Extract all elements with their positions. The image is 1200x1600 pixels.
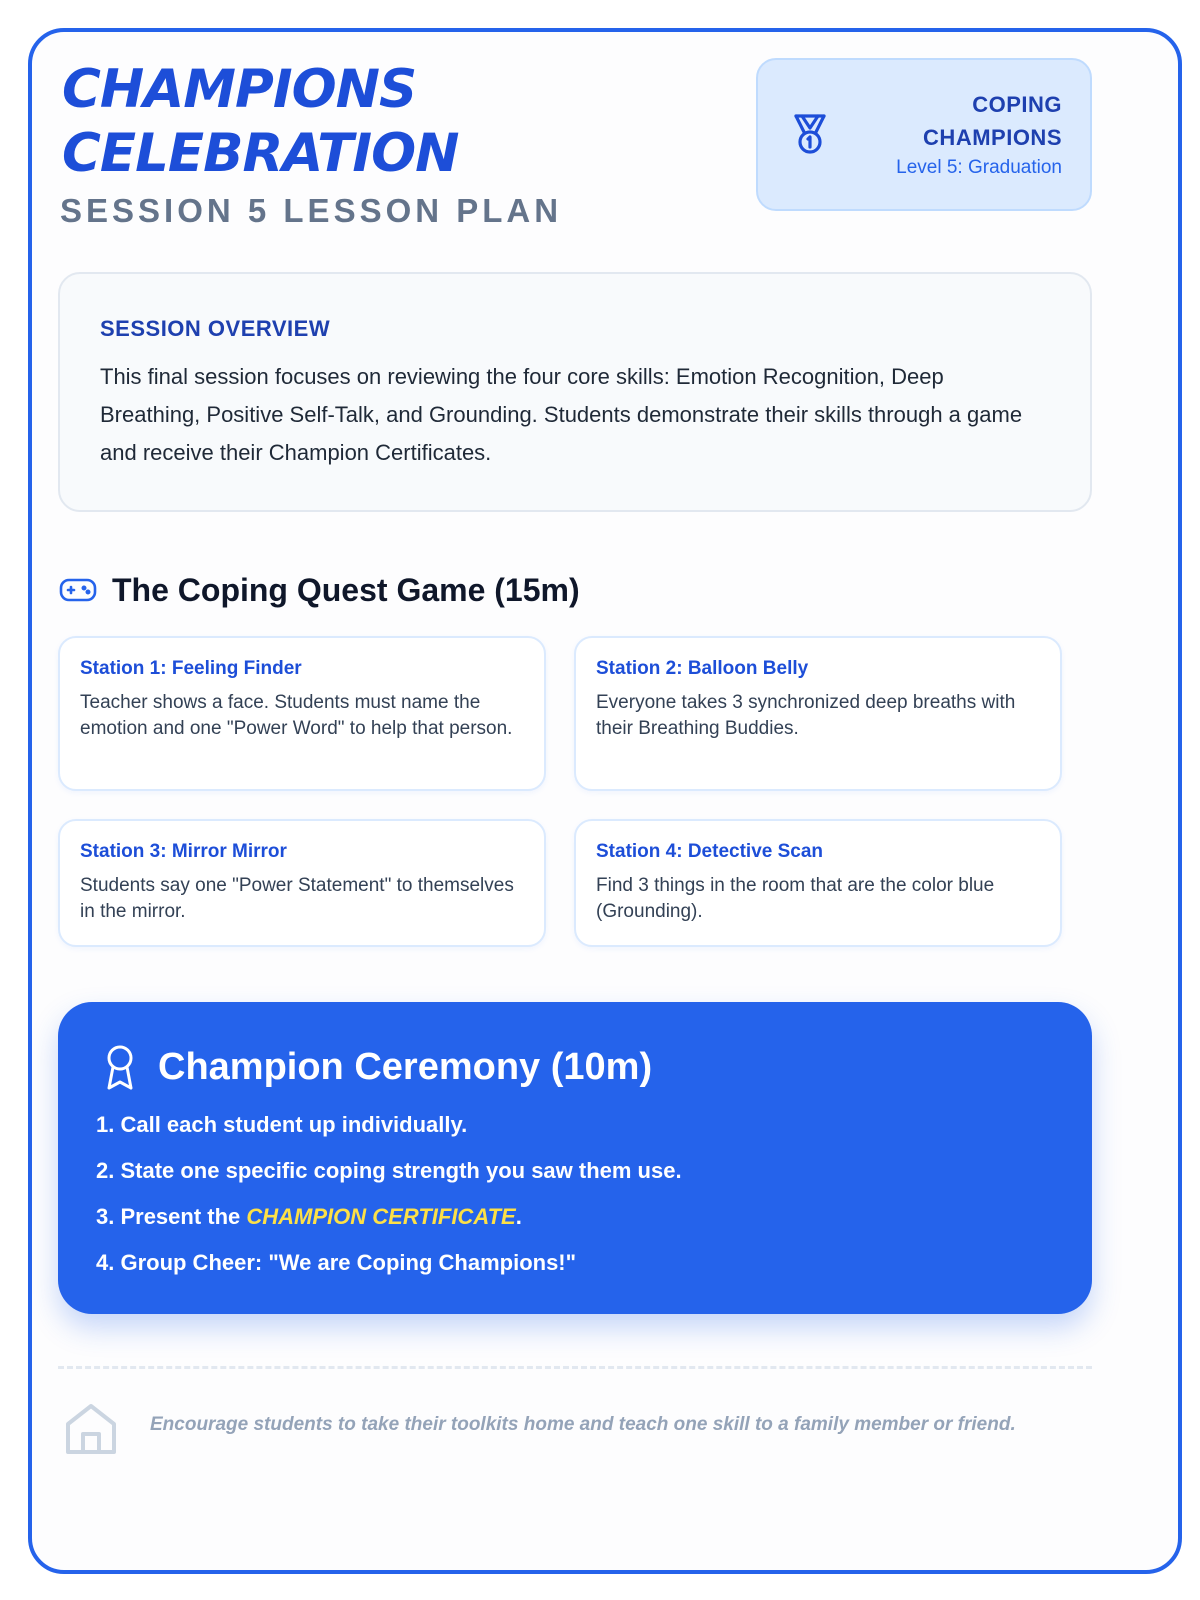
ceremony-steps [96, 1102, 682, 1286]
station-title: Station 2: Balloon Belly [596, 658, 809, 679]
ceremony-step [96, 1194, 682, 1240]
gamepad-icon [58, 575, 98, 605]
ceremony-step: 2. State one specific coping strength you saw them use. [96, 1158, 682, 1183]
footer-divider [58, 1366, 1092, 1369]
page-subtitle: SESSION 5 LESSON PLAN [60, 192, 563, 229]
ceremony-step: 1. Call each student up individually. [96, 1112, 468, 1137]
award-ribbon-icon [100, 1042, 140, 1092]
quest-heading: The Coping Quest Game (15m) [112, 571, 580, 608]
station-text: Everyone takes 3 synchronized deep breaths with their Breathing Buddies. [596, 692, 1016, 739]
program-name: COPING CHAMPIONS [923, 92, 1062, 150]
ceremony-header [100, 1042, 652, 1092]
station-text: Find 3 things in the room that are the color blue (Grounding). [596, 875, 995, 922]
station-card [58, 819, 546, 947]
overview-heading: SESSION OVERVIEW [100, 316, 331, 341]
page-title: CHAMPIONS CELEBRATION [62, 59, 459, 184]
ceremony-step-suffix: . [515, 1204, 522, 1229]
overview-text: This final session focuses on reviewing the four core skills: Emotion Recognition, Deep Breathing, Positive Self-Talk, and Grounding. Students demonstrate their skills through a game and receive their Champion Certificates. [100, 364, 1023, 465]
station-title: Station 1: Feeling Finder [80, 658, 302, 679]
ceremony-step-text: 3. Present the [96, 1204, 247, 1229]
page-frame [28, 28, 1182, 1574]
station-text: Students say one "Power Statement" to themselves in the mirror. [80, 875, 514, 922]
station-title: Station 3: Mirror Mirror [80, 841, 287, 862]
quest-header [58, 566, 580, 614]
station-text: Teacher shows a face. Students must name the emotion and one "Power Word" to help that person. [80, 692, 513, 739]
certificate-highlight: CHAMPION CERTIFICATE [246, 1204, 516, 1229]
home-icon [62, 1400, 120, 1458]
ceremony-heading: Champion Ceremony (10m) [158, 1045, 653, 1088]
session-overview [58, 272, 1092, 512]
station-card [58, 636, 546, 791]
station-card [574, 636, 1062, 791]
medal-icon [786, 110, 834, 158]
station-card [574, 819, 1062, 947]
ceremony-panel [58, 1002, 1092, 1314]
program-badge [756, 58, 1092, 211]
ceremony-step: 4. Group Cheer: "We are Coping Champions!" [96, 1250, 577, 1275]
program-level: Level 5: Graduation [896, 157, 1062, 178]
footer-note: Encourage students to take their toolkits home and teach one skill to a family member or friend. [150, 1414, 1016, 1435]
station-title: Station 4: Detective Scan [596, 841, 824, 862]
